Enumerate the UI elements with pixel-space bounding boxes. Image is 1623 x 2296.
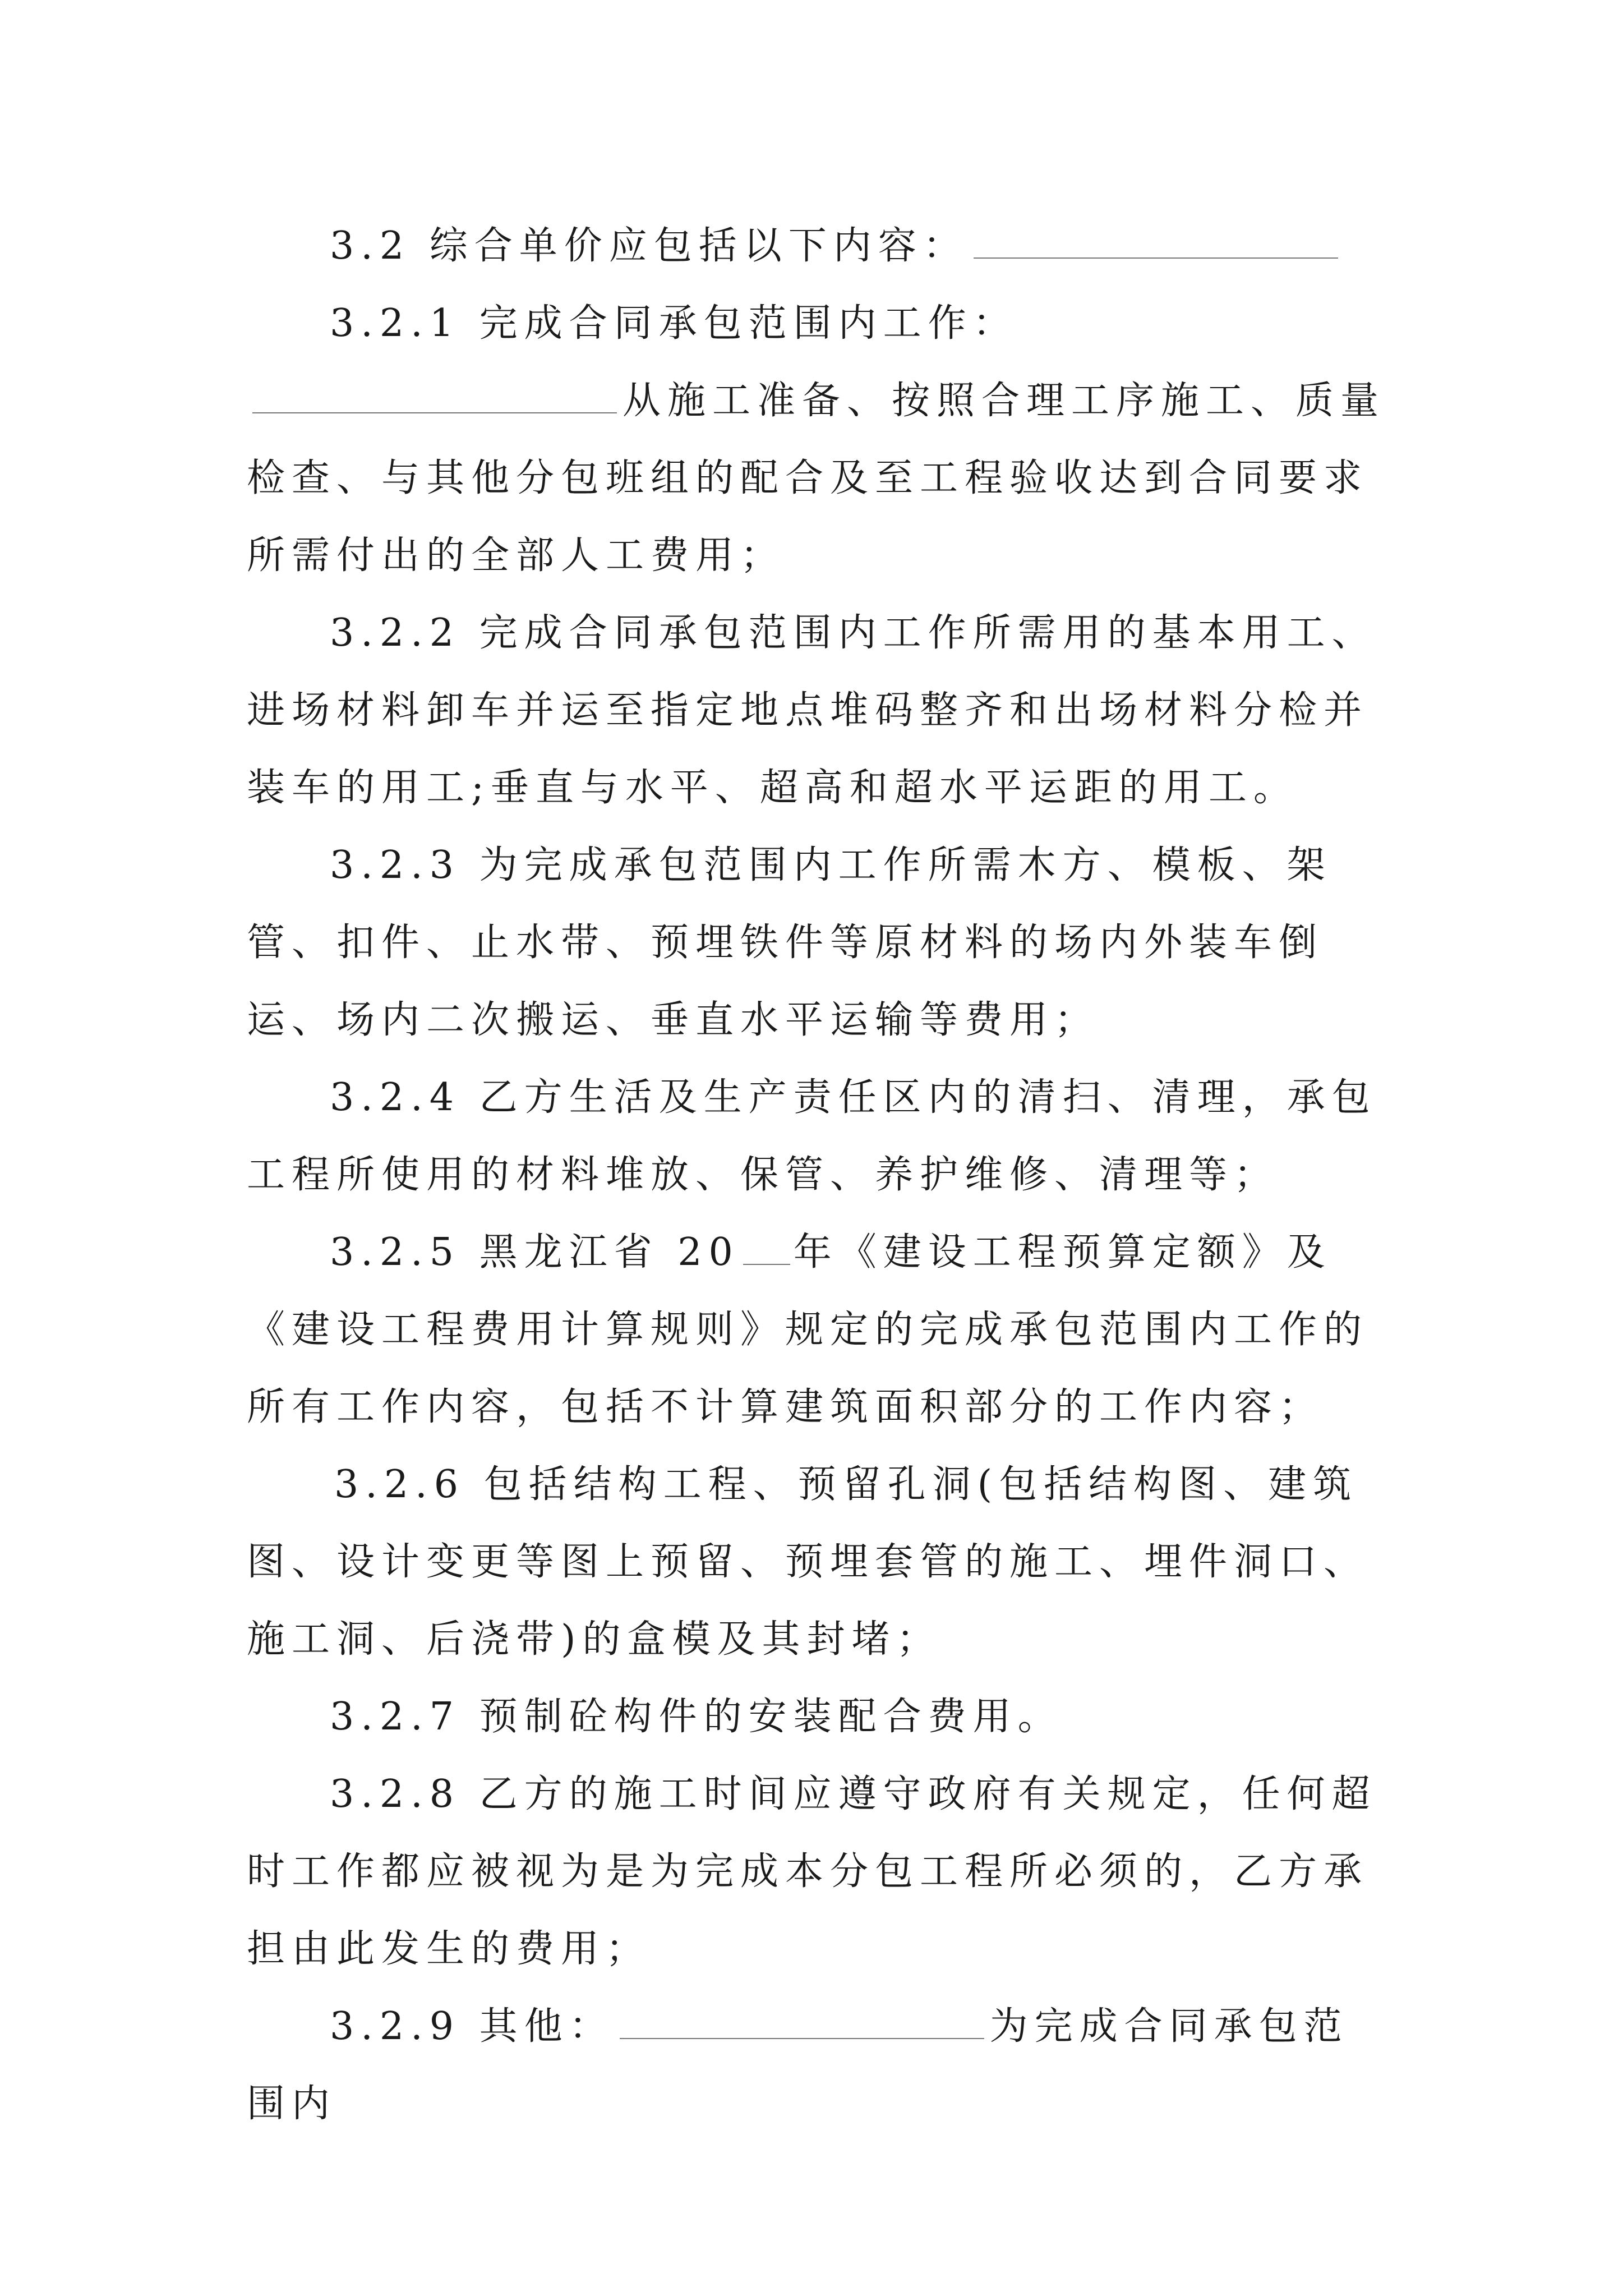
paragraph-text: 3.2.3 为完成承包范围内工作所需木方、模板、架管、扣件、止水带、预埋铁件等原材料的场内外装车倒运、场内二次搬运、垂直水平运输等费用； — [247, 843, 1332, 1042]
fill-in-blank — [974, 225, 1338, 259]
paragraph-3-2-8 — [247, 1756, 1391, 1988]
paragraph-text-continued: 年《建设工程预算定额》及《建设工程费用计算规则》规定的完成承包范围内工作的所有工作内容，包括不计算建筑面积部分的工作内容； — [247, 1230, 1369, 1429]
paragraph-text: 3.2 综合单价应包括以下内容： — [330, 224, 968, 268]
paragraph-text: 3.2.8 乙方的施工时间应遵守政府有关规定，任何超时工作都应被视为是为完成本分包工程所必须的，乙方承担由此发生的费用； — [247, 1772, 1377, 1971]
paragraph-3-2-5 — [247, 1214, 1391, 1446]
paragraph-3-2-2 — [247, 595, 1391, 827]
fill-in-blank — [743, 1231, 790, 1265]
paragraph-text-continued: 从施工准备、按照合理工序施工、质量检查、与其他分包班组的配合及至工程验收达到合同要求所需付出的全部人工费用； — [247, 379, 1386, 578]
fill-in-blank — [252, 380, 617, 413]
paragraph-text: 3.2.4 乙方生活及生产责任区内的清扫、清理，承包工程所使用的材料堆放、保管、养护维修、清理等； — [247, 1075, 1377, 1197]
document-body — [247, 208, 1391, 2143]
paragraph-text: 3.2.1 完成合同承包范围内工作： — [330, 301, 1018, 346]
paragraph-text: 3.2.6 包括结构工程、预留孔洞(包括结构图、建筑图、设计变更等图上预留、预埋套管的施工、埋件洞口、施工洞、后浇带)的盒模及其封堵； — [247, 1462, 1369, 1662]
paragraph-text: 3.2.9 其他： — [330, 2004, 614, 2049]
fill-in-blank — [620, 2005, 984, 2039]
paragraph-3-2-4 — [247, 1059, 1391, 1214]
paragraph-text: 3.2.5 黑龙江省 20 — [330, 1230, 740, 1274]
paragraph-3-2-1 — [247, 285, 1391, 595]
paragraph-3-2-6 — [247, 1446, 1391, 1678]
paragraph-text: 3.2.2 完成合同承包范围内工作所需用的基本用工、进场材料卸车并运至指定地点堆码整齐和出场材料分检并装车的用工;垂直与水平、超高和超水平运距的用工。 — [247, 611, 1377, 810]
paragraph-3-2-7 — [247, 1678, 1391, 1756]
paragraph-3-2-9 — [247, 1988, 1391, 2143]
paragraph-text: 3.2.7 预制砼构件的安装配合费用。 — [330, 1695, 1063, 1739]
paragraph-text-continued: 为完成合同承包范围内 — [247, 2004, 1349, 2126]
paragraph-3-2-3 — [247, 827, 1391, 1059]
paragraph-3-2 — [247, 208, 1391, 285]
